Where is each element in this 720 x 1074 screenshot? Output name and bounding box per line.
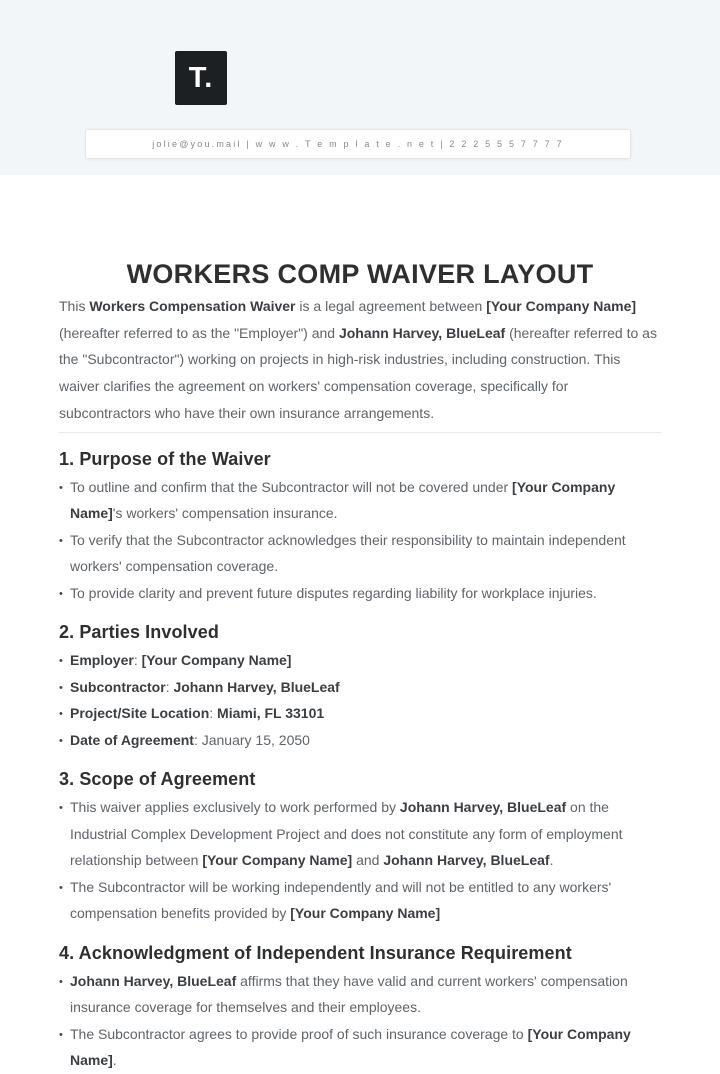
- document-section: [59, 449, 661, 607]
- letterhead: [0, 0, 720, 175]
- bullet-list: [59, 474, 661, 607]
- bold-text-run: [Your Company Name]: [70, 1025, 631, 1069]
- bullet-item: [59, 647, 661, 674]
- text-run: : January 15, 2050: [193, 731, 310, 748]
- bold-text-run: Miami, FL 33101: [217, 705, 325, 722]
- bullet-item: [59, 727, 661, 754]
- bullet-item: [59, 580, 661, 607]
- text-run: The Subcontractor will be working independently and will not be entitled to any workers' compensation benefits provided by: [70, 878, 612, 922]
- text-run: on the Industrial Complex Development Project and does not constitute any form of employment relationship between: [70, 799, 623, 869]
- bold-text-run: [Your Company Name]: [70, 478, 616, 522]
- text-run: 's workers' compensation insurance.: [112, 505, 338, 522]
- text-run: :: [209, 705, 218, 722]
- sections-container: [59, 449, 661, 1074]
- section-heading: 2. Parties Involved: [59, 622, 219, 643]
- text-run: To provide clarity and prevent future disputes regarding liability for workplace injuries.: [70, 584, 597, 601]
- bullet-item: [59, 968, 661, 1021]
- bold-text-run: Johann Harvey, BlueLeaf: [399, 799, 567, 816]
- bold-text-run: [Your Company Name]: [202, 852, 353, 869]
- text-run: is a legal agreement between: [295, 298, 487, 314]
- contact-bar: [85, 129, 631, 159]
- bold-text-run: Johann Harvey, BlueLeaf: [383, 852, 550, 869]
- bold-text-run: Employer: [70, 652, 134, 669]
- bullet-list: [59, 794, 661, 927]
- intro-paragraph: [59, 293, 661, 427]
- text-run: This waiver applies exclusively to work performed by: [70, 799, 400, 816]
- document-title: WORKERS COMP WAIVER LAYOUT: [126, 259, 594, 289]
- bold-text-run: Subcontractor: [70, 678, 166, 695]
- text-run: (hereafter referred to as the "Employer") and: [59, 324, 339, 341]
- bold-text-run: Workers Compensation Waiver: [89, 298, 296, 314]
- section-heading: 3. Scope of Agreement: [59, 769, 256, 790]
- bullet-item: [59, 874, 661, 927]
- text-run: The Subcontractor agrees to provide proof of such insurance coverage to: [70, 1025, 528, 1042]
- bullet-list: [59, 647, 661, 753]
- document-section: [59, 769, 661, 927]
- bullet-list: [59, 968, 661, 1074]
- section-heading: 4. Acknowledgment of Independent Insurance Requirement: [59, 942, 572, 963]
- logo-letter: T.: [188, 61, 214, 94]
- bold-text-run: Project/Site Location: [70, 705, 210, 722]
- bold-text-run: [Your Company Name]: [290, 905, 441, 922]
- bold-text-run: [Your Company Name]: [141, 652, 292, 669]
- section-divider: [59, 432, 661, 433]
- bullet-item: [59, 794, 661, 874]
- bold-text-run: [Your Company Name]: [486, 298, 637, 314]
- contact-line: jolie@you.mail | w w w . T e m p l a t e . n e t | 2 2 2 5 5 5 7 7 7 7: [152, 139, 564, 149]
- bullet-item: [59, 700, 661, 727]
- section-heading: 1. Purpose of the Waiver: [59, 448, 271, 469]
- document-body: [0, 258, 720, 1074]
- bold-text-run: Date of Agreement: [70, 731, 194, 748]
- text-run: .: [549, 852, 554, 869]
- bullet-item: [59, 674, 661, 701]
- text-run: To verify that the Subcontractor acknowledges their responsibility to maintain independent workers' compensation coverage.: [70, 531, 626, 575]
- company-logo: [175, 51, 227, 105]
- text-run: This: [59, 298, 90, 314]
- text-run: and: [352, 852, 384, 869]
- text-run: :: [133, 652, 142, 669]
- text-run: To outline and confirm that the Subcontractor will not be covered under: [70, 478, 513, 495]
- document-section: [59, 943, 661, 1074]
- bold-text-run: Johann Harvey, BlueLeaf: [338, 324, 506, 341]
- bold-text-run: Johann Harvey, BlueLeaf: [70, 972, 237, 989]
- bullet-item: [59, 527, 661, 580]
- bold-text-run: Johann Harvey, BlueLeaf: [173, 678, 340, 695]
- text-run: (hereafter referred to as the "Subcontractor") working on projects in high-risk industries, including construction. This waiver clarifies the agreement on workers' compensation coverage, specifically for subcontractors who have their own insurance arrangements.: [59, 324, 657, 421]
- text-run: .: [112, 1052, 117, 1069]
- text-run: affirms that they have valid and current workers' compensation insurance coverage for themselves and their employees.: [70, 972, 628, 1016]
- bullet-item: [59, 1021, 661, 1074]
- document-section: [59, 622, 661, 753]
- bullet-item: [59, 474, 661, 527]
- text-run: :: [165, 678, 174, 695]
